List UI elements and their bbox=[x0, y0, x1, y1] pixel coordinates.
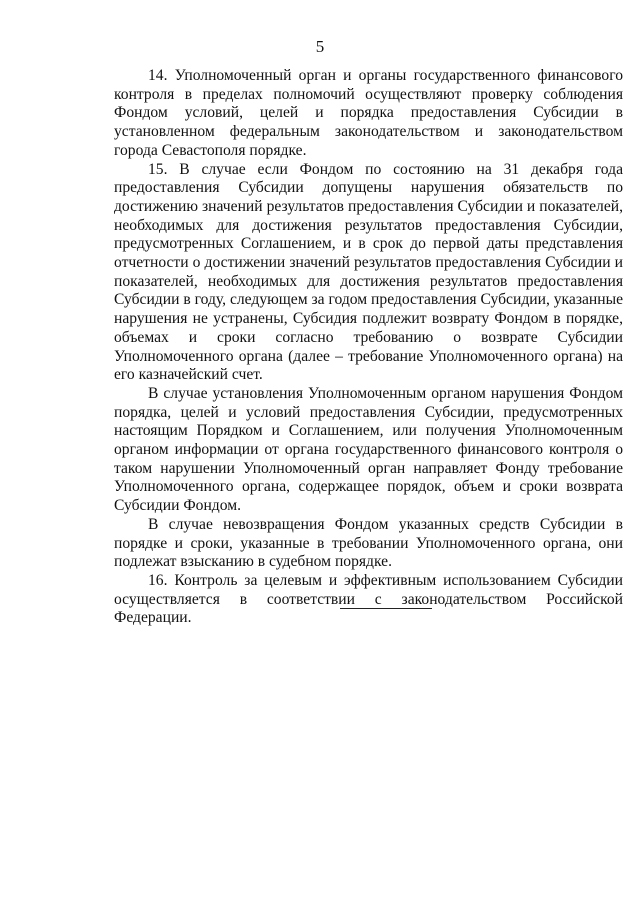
page-number: 5 bbox=[315, 37, 325, 56]
paragraph-15: 15. В случае если Фондом по состоянию на 31 декабря года предоставления Субсидии допущены нарушения обязательств по достижению значений результатов предоставления Субсидии и показателей, необходимых для достижения результатов предоставления Субсидии, предусмотренных Соглашением, и в срок до первой даты представления отчетности о достижении значений результатов предоставления Субсидии и показателей, необходимых для достижения результатов предоставления Субсидии в году, следующем за годом предоставления Субсидии, указанные нарушения не устранены, Субсидия подлежит возврату Фондом в порядке, объемах и сроки согласно требованию о возврате Субсидии Уполномоченного органа (далее – требование Уполномоченного органа) на его казначейский счет. bbox=[114, 160, 623, 384]
paragraph-15-recovery: В случае невозвращения Фондом указанных средств Субсидии в порядке и сроки, указанные в требовании Уполномоченного органа, они подлежат взысканию в судебном порядке. bbox=[114, 515, 623, 571]
document-body bbox=[114, 67, 623, 628]
paragraph-14: 14. Уполномоченный орган и органы государственного финансового контроля в пределах полномочий осуществляют проверку соблюдения Фондом условий, целей и порядка предоставления Субсидии в установленном федеральным законодательством и законодательством города Севастополя порядке. bbox=[114, 67, 623, 159]
paragraph-15-violation: В случае установления Уполномоченным органом нарушения Фондом порядка, целей и условий предоставления Субсидии, предусмотренных настоящим Порядком и Соглашением, или получения Уполномоченным органом информации от органа государственного финансового контроля о таком нарушении Уполномоченный орган направляет Фонду требование Уполномоченного органа, содержащее порядок, объем и сроки возврата Субсидии Фондом. bbox=[114, 384, 623, 515]
paragraph-16: 16. Контроль за целевым и эффективным использованием Субсидии осуществляется в соответствии с законодательством Российской Федерации. bbox=[114, 571, 623, 627]
end-divider bbox=[340, 608, 432, 609]
